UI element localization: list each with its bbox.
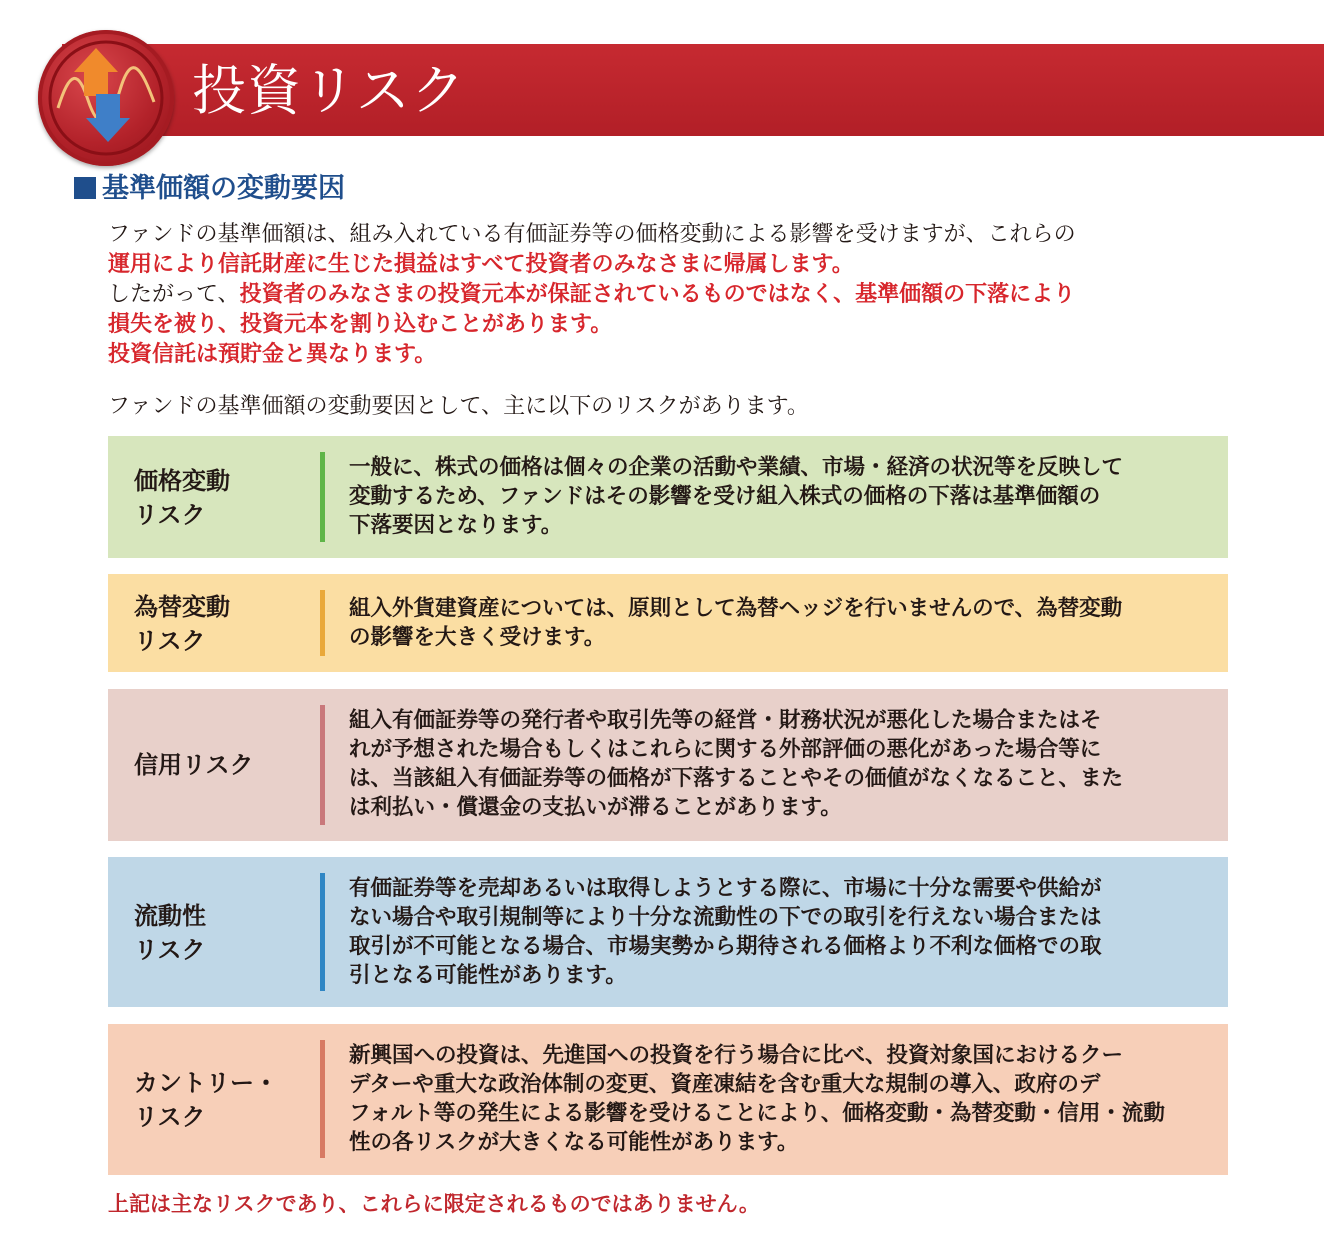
risk-description-line: 引となる可能性があります。 bbox=[349, 963, 627, 988]
risk-name-line: 流動性 bbox=[134, 902, 206, 930]
risk-description-line: 下落要因となります。 bbox=[349, 513, 563, 538]
risk-description-line: 一般に、株式の価格は個々の企業の活動や業績、市場・経済の状況等を反映して bbox=[349, 455, 1124, 480]
risk-description-line: 組入外貨建資産については、原則として為替ヘッジを行いませんので、為替変動 bbox=[349, 596, 1123, 621]
risk-description-line: 取引が不可能となる場合、市場実勢から期待される価格より不利な価格での取 bbox=[349, 934, 1102, 959]
risk-description bbox=[349, 706, 1219, 822]
risk-name-line: 信用リスク bbox=[134, 751, 254, 779]
section-heading bbox=[74, 172, 345, 206]
risk-name bbox=[134, 590, 314, 658]
risk-description-line: は利払い・償還金の支払いが滞ることがあります。 bbox=[349, 795, 842, 820]
risk-name-line: リスク bbox=[134, 501, 206, 529]
risk-description bbox=[349, 453, 1219, 540]
risk-accent-bar bbox=[320, 705, 325, 825]
risk-seal-icon bbox=[38, 30, 174, 166]
intro-lead: ファンドの基準価額の変動要因として、主に以下のリスクがあります。 bbox=[108, 394, 809, 419]
risk-name-line: リスク bbox=[134, 1103, 206, 1131]
risk-description-line: 変動するため、ファンドはその影響を受け組入株式の価格の下落は基準価額の bbox=[349, 484, 1101, 509]
risk-description-line: は、当該組入有価証券等の価格が下落することやその価値がなくなること、また bbox=[349, 766, 1124, 791]
risk-accent-bar bbox=[320, 873, 325, 991]
intro-paragraph bbox=[108, 220, 1238, 370]
risk-description-line: ない場合や取引規制等により十分な流動性の下での取引を行えない場合または bbox=[349, 905, 1102, 930]
risk-accent-bar bbox=[320, 590, 325, 656]
intro-prefix: したがって、 bbox=[108, 282, 240, 307]
risk-description-line: 性の各リスクが大きくなる可能性があります。 bbox=[349, 1130, 799, 1155]
risk-box-country bbox=[108, 1024, 1228, 1175]
risk-name bbox=[134, 748, 314, 782]
risk-description bbox=[349, 594, 1219, 652]
risk-description-line: 有価証券等を売却あるいは取得しようとする際に、市場に十分な需要や供給が bbox=[349, 876, 1102, 901]
footer-note: 上記は主なリスクであり、これらに限定されるものではありません。 bbox=[108, 1192, 760, 1216]
risk-name bbox=[134, 1066, 314, 1134]
intro-warning-line: 投資信託は預貯金と異なります。 bbox=[108, 342, 437, 367]
risk-name-line: リスク bbox=[134, 627, 206, 655]
risk-accent-bar bbox=[320, 1040, 325, 1158]
intro-warning-line: 損失を被り、投資元本を割り込むことがあります。 bbox=[108, 312, 613, 337]
risk-description-line: の影響を大きく受けます。 bbox=[349, 625, 606, 650]
risk-description-line: れが予想された場合もしくはこれらに関する外部評価の悪化があった場合等に bbox=[349, 737, 1102, 762]
risk-description-line: デターや重大な政治体制の変更、資産凍結を含む重大な規制の導入、政府のデ bbox=[349, 1072, 1101, 1097]
risk-name-line: 為替変動 bbox=[134, 593, 230, 621]
risk-box-price bbox=[108, 436, 1228, 558]
intro-warning-text: 投資者のみなさまの投資元本が保証されているものではなく、基準価額の下落により bbox=[239, 282, 1076, 307]
page-title: 投資リスク bbox=[192, 59, 466, 122]
intro-line: ファンドの基準価額は、組み入れている有価証券等の価格変動による影響を受けますが、これらの bbox=[108, 222, 1076, 247]
intro-warning-line: 運用により信託財産に生じた損益はすべて投資者のみなさまに帰属します。 bbox=[108, 252, 854, 277]
risk-name bbox=[134, 464, 314, 532]
risk-name-line: 価格変動 bbox=[134, 467, 230, 495]
risk-description-line: フォルト等の発生による影響を受けることにより、価格変動・為替変動・信用・流動 bbox=[349, 1101, 1165, 1126]
risk-description-line: 組入有価証券等の発行者や取引先等の経営・財務状況が悪化した場合またはそ bbox=[349, 708, 1102, 733]
risk-box-currency bbox=[108, 574, 1228, 672]
risk-description bbox=[349, 1041, 1219, 1157]
risk-description-line: 新興国への投資は、先進国への投資を行う場合に比べ、投資対象国におけるクー bbox=[349, 1043, 1124, 1068]
section-heading-text: 基準価額の変動要因 bbox=[102, 173, 345, 204]
risk-box-liquidity bbox=[108, 857, 1228, 1007]
risk-box-credit bbox=[108, 689, 1228, 841]
risk-name bbox=[134, 899, 314, 967]
risk-description bbox=[349, 874, 1219, 990]
risk-name-line: カントリー・ bbox=[134, 1069, 278, 1097]
risk-name-line: リスク bbox=[134, 936, 206, 964]
risk-accent-bar bbox=[320, 452, 325, 542]
square-bullet-icon bbox=[74, 177, 96, 199]
intro-line bbox=[108, 280, 1238, 310]
